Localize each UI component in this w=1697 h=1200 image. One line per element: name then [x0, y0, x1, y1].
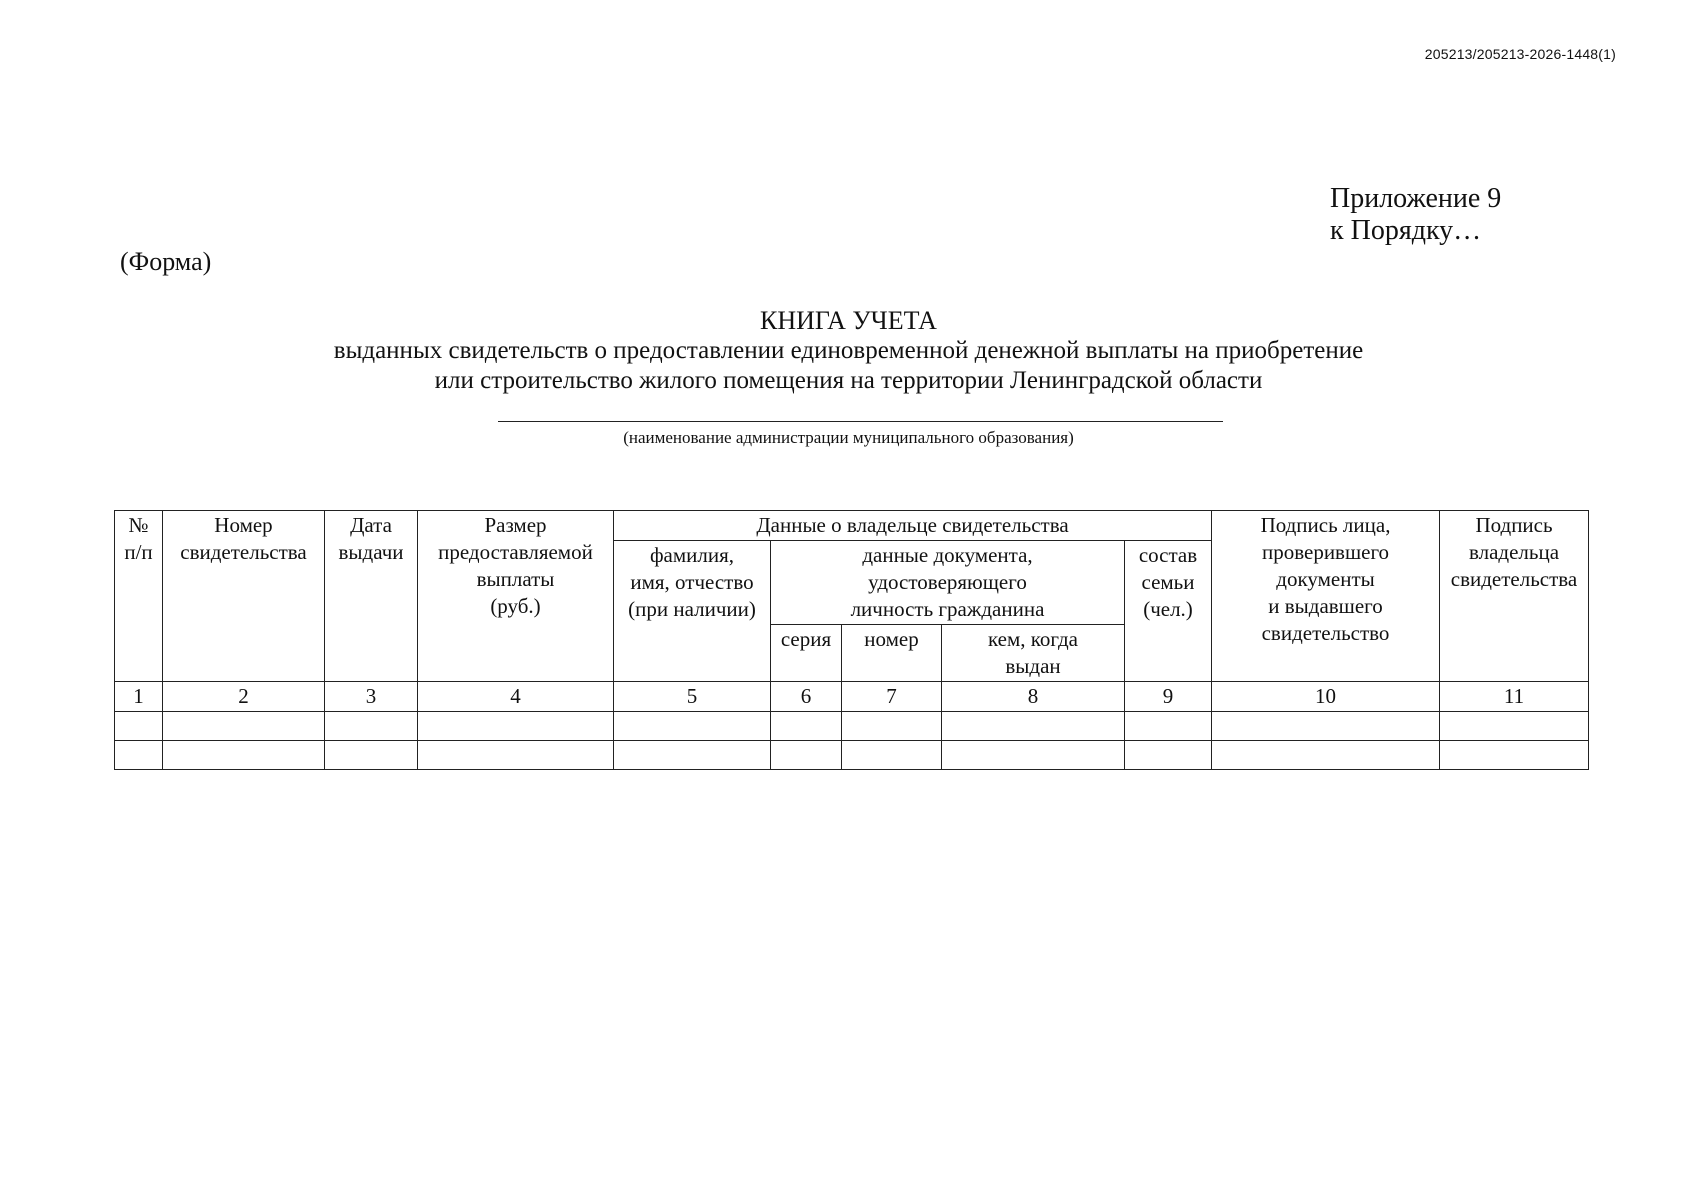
column-number: 5 — [614, 682, 771, 712]
column-number: 6 — [771, 682, 842, 712]
column-number: 2 — [163, 682, 325, 712]
appendix-number: Приложение 9 — [1330, 183, 1502, 214]
header-id-document: данные документа, удостоверяющего личность гражданина — [771, 541, 1125, 625]
header-num: № п/п — [115, 511, 163, 682]
subtitle-line-2: или строительство жилого помещения на территории Ленинградской области — [434, 367, 1263, 394]
column-number: 7 — [842, 682, 942, 712]
table-cell — [842, 712, 942, 741]
header-issue-date: Дата выдачи — [325, 511, 418, 682]
header-row-1 — [115, 511, 1589, 541]
column-number: 1 — [115, 682, 163, 712]
register-table — [114, 510, 1589, 770]
table-cell — [418, 741, 614, 770]
appendix-order-ref: к Порядку… — [1330, 215, 1482, 246]
table-cell — [614, 741, 771, 770]
title-block — [0, 306, 1697, 396]
admin-name-fill-line — [498, 421, 1223, 422]
table-cell — [614, 712, 771, 741]
table-cell — [1212, 712, 1440, 741]
header-series: серия — [771, 625, 842, 682]
header-full-name: фамилия, имя, отчество (при наличии) — [614, 541, 771, 682]
header-owner-signature: Подпись владельца свидетельства — [1440, 511, 1589, 682]
appendix-reference — [1330, 183, 1501, 247]
header-issued-by: кем, когда выдан — [942, 625, 1125, 682]
document-id: 205213/205213-2026-1448(1) — [1424, 46, 1616, 62]
table-cell — [771, 712, 842, 741]
admin-name-caption: (наименование администрации муниципального образования) — [623, 428, 1074, 447]
form-label: (Форма) — [120, 247, 212, 276]
table-cell — [942, 741, 1125, 770]
column-number-row — [115, 682, 1589, 712]
table-cell — [1212, 741, 1440, 770]
table-row — [115, 712, 1589, 741]
header-amount: Размер предоставляемой выплаты (руб.) — [418, 511, 614, 682]
header-family: состав семьи (чел.) — [1125, 541, 1212, 682]
table-cell — [1125, 741, 1212, 770]
table-cell — [771, 741, 842, 770]
table-cell — [163, 712, 325, 741]
table-cell — [1440, 741, 1589, 770]
subtitle-line-1: выданных свидетельств о предоставлении единовременной денежной выплаты на приобретение — [333, 337, 1364, 364]
table-cell — [325, 712, 418, 741]
header-cert-number: Номер свидетельства — [163, 511, 325, 682]
column-number: 3 — [325, 682, 418, 712]
table-cell — [1440, 712, 1589, 741]
header-checker-signature: Подпись лица, проверившего документы и выдавшего свидетельство — [1212, 511, 1440, 682]
column-number: 9 — [1125, 682, 1212, 712]
table-cell — [1125, 712, 1212, 741]
header-owner-data: Данные о владельце свидетельства — [614, 511, 1212, 541]
header-number: номер — [842, 625, 942, 682]
column-number: 10 — [1212, 682, 1440, 712]
table-cell — [325, 741, 418, 770]
table-cell — [115, 741, 163, 770]
table-row — [115, 741, 1589, 770]
table-cell — [163, 741, 325, 770]
table-cell — [942, 712, 1125, 741]
page-title: КНИГА УЧЕТА — [760, 306, 937, 335]
column-number: 8 — [942, 682, 1125, 712]
table-cell — [115, 712, 163, 741]
table-cell — [418, 712, 614, 741]
table-cell — [842, 741, 942, 770]
column-number: 4 — [418, 682, 614, 712]
column-number: 11 — [1440, 682, 1589, 712]
